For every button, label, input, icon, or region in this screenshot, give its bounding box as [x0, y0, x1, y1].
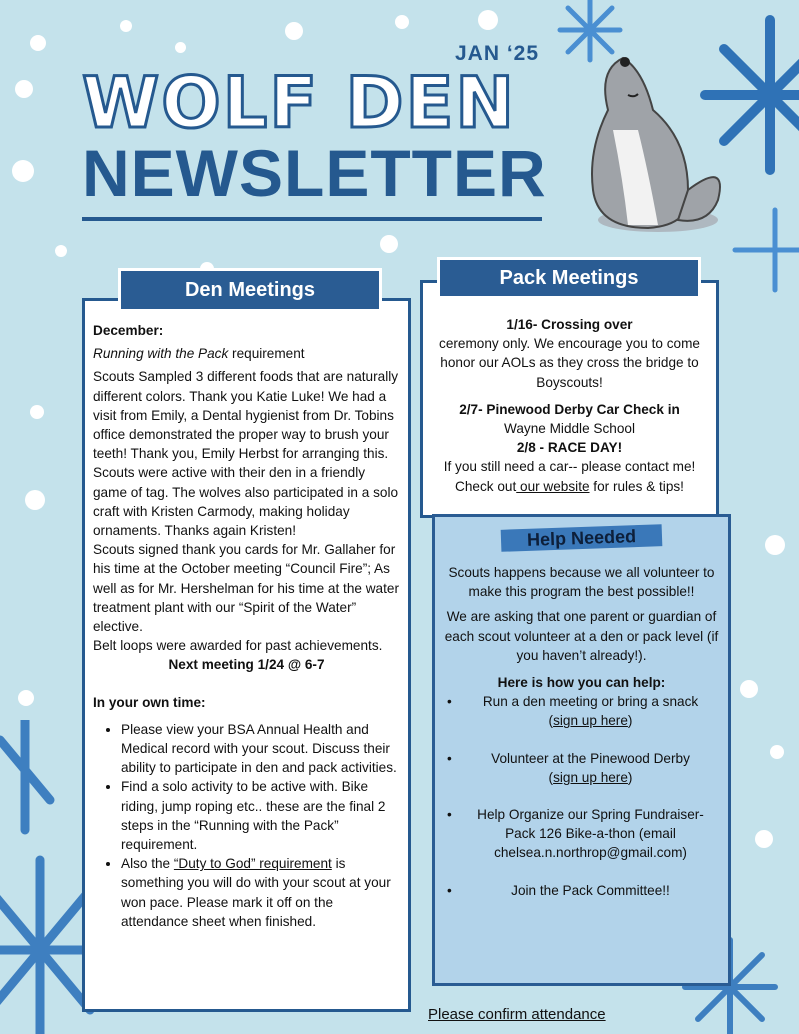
- next-meeting: Next meeting 1/24 @ 6-7: [168, 657, 325, 673]
- website-link[interactable]: our website: [516, 478, 590, 494]
- item-text: Also the: [121, 856, 174, 872]
- den-belt-loops: Belt loops were awarded for past achievements.: [93, 638, 383, 654]
- howling-wolf-illustration: [568, 50, 738, 235]
- title-line-1: WOLF DEN: [82, 62, 517, 144]
- list-item: • Join the Pack Committee!!: [443, 881, 720, 900]
- requirement-suffix: requirement: [228, 346, 305, 362]
- event-body: ceremony only. We encourage you to come honor our AOLs as they cross the bridge to Boyscouts!: [439, 336, 700, 390]
- item-text: Run a den meeting or bring a snack: [482, 694, 699, 710]
- requirement-name: Running with the Pack: [93, 346, 229, 362]
- list-item: [121, 854, 400, 931]
- item-text: Volunteer at the Pinewood Derby: [491, 750, 690, 766]
- sign-up-link[interactable]: sign up here: [553, 713, 628, 729]
- title-line-2: NEWSLETTER: [82, 136, 547, 210]
- event-title: 2/7- Pinewood Derby Car Check in: [459, 401, 680, 417]
- pack-meetings-panel: [420, 280, 719, 518]
- den-summary: Scouts Sampled 3 different foods that are naturally different colors. Thank you Katie Luke! We had a visit from Emily, a Dental hygienist from Dr. Tobins office demonstrated the proper way to brush your teeth! Thank you, Emily Herbst for arranging this. Scouts were active with their den in a friendly game of tag. The wolves also participated in a solo craft with Kristen Carmody, making holiday ornaments. Thanks again Kristen!: [93, 369, 399, 539]
- title-divider: [82, 217, 542, 221]
- den-meetings-panel: [82, 298, 411, 1012]
- how-heading: Here is how you can help:: [497, 675, 666, 691]
- item-text: is something you will do with your scout at your won pace. Please mark it off on the attendance sheet when finished.: [121, 856, 391, 929]
- event-body: If you still need a car-- please contact me!: [443, 459, 696, 475]
- help-needed-panel: [432, 514, 731, 986]
- pack-meetings-heading: Pack Meetings: [437, 257, 701, 299]
- help-request: We are asking that one parent or guardian of each scout volunteer at a den or pack level (if you haven’t already!).: [444, 609, 719, 663]
- duty-to-god-link[interactable]: “Duty to God” requirement: [173, 856, 332, 872]
- event-body: Wayne Middle School: [504, 421, 635, 437]
- help-intro: Scouts happens because we all volunteer to make this program the best possible!!: [448, 565, 715, 600]
- sign-up-link[interactable]: sign up here: [553, 769, 628, 785]
- list-item: • Find a solo activity to be active with. Bike riding, jump roping etc.. these are the final 2 steps in the “Running with the Pack” requirement.: [121, 777, 400, 854]
- list-item: • Help Organize our Spring Fundraiser- Pack 126 Bike-a-thon (email chelsea.n.northrop@gmail.com): [443, 805, 720, 863]
- issue-date: JAN ‘25: [455, 42, 540, 65]
- event-title: 1/16- Crossing over: [506, 317, 633, 332]
- den-thanks: Scouts signed thank you cards for Mr. Gallaher for his time at the October meeting “Council Fire”; As well as for Mr. Hershelman for his time at the water treatment plant with our “Spirit of the Water” elective.: [93, 542, 399, 635]
- check-text: Check out: [455, 478, 517, 494]
- own-time-heading: In your own time:: [93, 694, 206, 710]
- den-month: December:: [93, 323, 164, 338]
- confirm-attendance-link[interactable]: Please confirm attendance: [428, 1006, 606, 1023]
- help-needed-badge: Help Needed: [501, 524, 663, 552]
- list-item: • Please view your BSA Annual Health and Medical record with your scout. Discuss their ability to participate in den and pack activities.: [121, 720, 400, 778]
- list-item: • Run a den meeting or bring a snack (sign up here): [443, 692, 720, 730]
- list-item: • Volunteer at the Pinewood Derby (sign up here): [443, 749, 720, 787]
- check-text: for rules & tips!: [589, 478, 684, 494]
- den-meetings-heading: Den Meetings: [118, 268, 382, 312]
- event-title: 2/8 - RACE DAY!: [516, 440, 623, 456]
